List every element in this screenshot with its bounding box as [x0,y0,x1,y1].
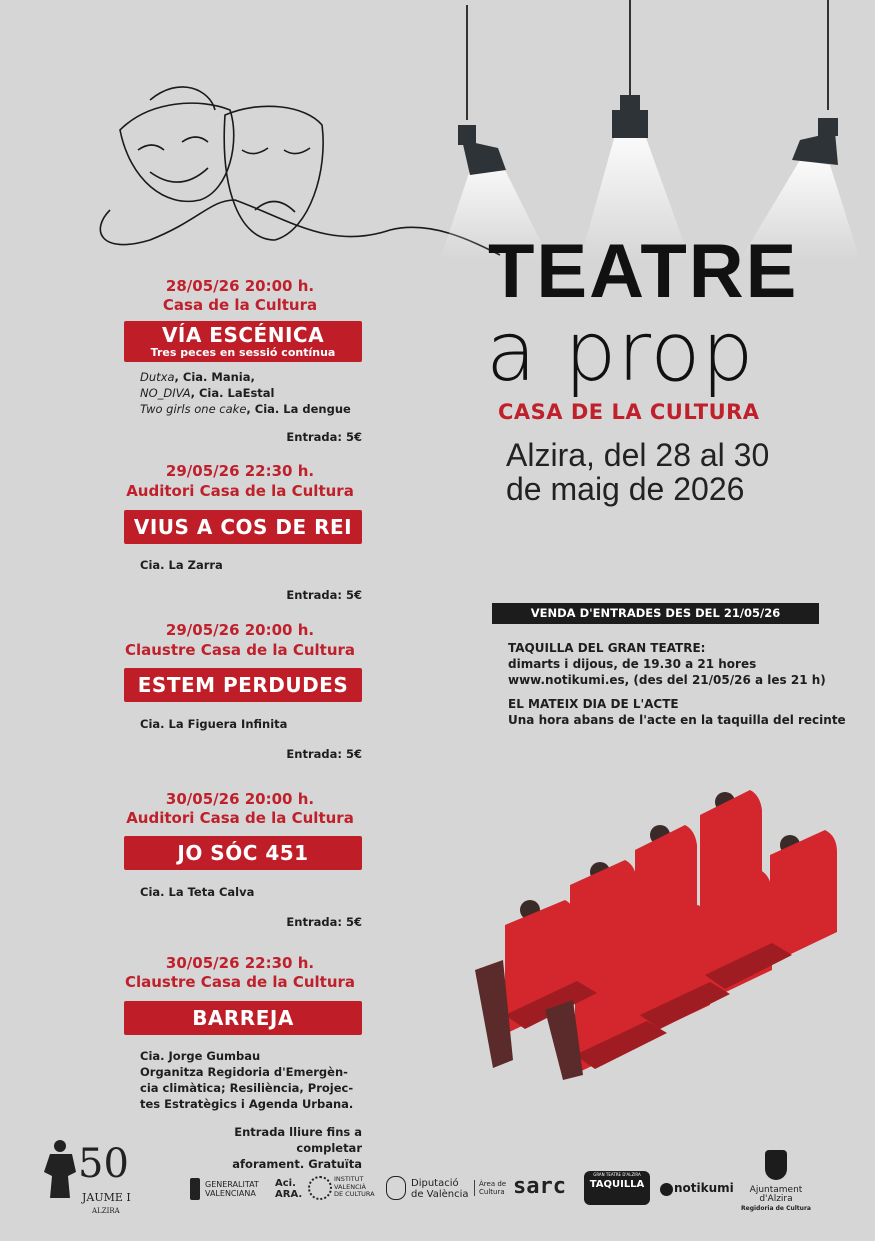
main-dates [506,438,826,506]
event-4-company: Cia. La Teta Calva [140,885,255,899]
event-2-company: Cia. La Zarra [140,558,223,572]
aci-line-2: ARA. [275,1189,303,1200]
event-4-title: JO SÓC 451 [177,841,309,865]
notikumi-logo-text: notikumi [674,1181,734,1195]
area-cultura-text [474,1180,506,1196]
taquilla-logo [584,1171,650,1205]
gva-line-2: VALENCIANA [205,1189,256,1198]
box-office-hours: dimarts i dijous, de 19.30 a 21 hores [508,657,757,671]
event-2-title-bar [124,510,362,544]
same-day-text: Una hora abans de l'acte en la taquilla del recinte [508,713,846,727]
piece-row [140,401,370,417]
theatre-seats-illustration [470,780,850,1080]
event-4-price: Entrada: 5€ [286,915,362,929]
event-5-title-bar [124,1001,362,1035]
event-5-date: 30/05/26 22:30 h. [165,954,315,972]
event-1-title-bar [124,321,362,362]
gva-logo-icon [190,1178,200,1200]
event-2-date: 29/05/26 22:30 h. [165,462,315,480]
ajuntament-logo-text [736,1186,816,1213]
event-1-pieces [140,369,370,417]
box-office-title: TAQUILLA DEL GRAN TEATRE: [508,641,706,655]
piece-row [140,369,370,385]
main-venue: CASA DE LA CULTURA [498,400,760,424]
event-4-venue: Auditori Casa de la Cultura [126,809,354,827]
piece-company: , Cia. LaEstal [190,386,275,400]
event-2-venue: Auditori Casa de la Cultura [126,482,354,500]
area-line-1: Àrea de [479,1180,507,1188]
dates-line-1: Alzira, del 28 al 30 [506,437,770,473]
piece-title: Two girls one cake [140,402,247,416]
ivc-line-2: VALENCIÀ [334,1182,366,1191]
detail-line: Organitza Regidoria d'Emergèn- [140,1065,348,1079]
event-1-date: 28/05/26 20:00 h. [165,277,315,295]
jaume-name: JAUME I [82,1191,131,1204]
taquilla-top-text: GRAN TEATRE D'ALZIRA [593,1172,641,1177]
dates-line-2: de maig de 2026 [506,471,745,507]
notikumi-logo-icon [660,1183,673,1196]
piece-company: , Cia. La dengue [246,402,351,416]
event-3-venue: Claustre Casa de la Cultura [124,641,356,659]
event-3-title: ESTEM PERDUDES [137,673,349,697]
event-1-venue: Casa de la Cultura [162,296,318,314]
event-3-price: Entrada: 5€ [286,747,362,761]
spotlights-illustration [440,0,875,260]
gva-logo-text [205,1180,259,1198]
detail-line: cia climàtica; Resiliència, Projec- [140,1081,354,1095]
regidoria-name: Regidoria de Cultura [741,1205,811,1212]
dv-line-2: de València [411,1189,469,1200]
event-5-details [140,1048,370,1112]
jaume-50-number: 50 [78,1141,129,1187]
event-1-title: VÍA ESCÉNICA [161,323,325,347]
title-teatre: TEATRE [488,229,799,314]
ivc-line-1: INSTITUT [334,1175,364,1183]
ajuntament-name: Ajuntament d'Alzira [749,1185,803,1204]
jaume-city: ALZIRA [92,1207,120,1215]
event-3-date: 29/05/26 20:00 h. [165,621,315,639]
piece-row [140,385,370,401]
event-4-title-bar [124,836,362,870]
ajuntament-shield-icon [765,1150,787,1180]
box-office-info [508,640,848,688]
event-5-venue: Claustre Casa de la Cultura [124,973,356,991]
event-3-company: Cia. La Figuera Infinita [140,717,288,731]
sarc-logo: sarc [513,1174,566,1199]
ivc-logo-text [334,1176,375,1199]
price-line: Entrada lliure fins a completar [234,1125,362,1155]
taquilla-text: TAQUILLA [589,1179,645,1190]
price-line: aforament. Gratuïta [232,1157,362,1171]
title-a-prop: a prop [486,305,755,400]
ivc-line-3: DE CULTURA [334,1190,375,1198]
piece-company: , Cia. Mania, [174,370,255,384]
event-5-title: BARREJA [192,1006,294,1030]
event-3-title-bar [124,668,362,702]
event-5-price [200,1124,362,1172]
gva-line-1: GENERALITAT [205,1180,259,1189]
detail-line: Cia. Jorge Gumbau [140,1049,261,1063]
online-sales: www.notikumi.es, (des del 21/05/26 a les 21 h) [508,673,826,687]
event-4-date: 30/05/26 20:00 h. [165,790,315,808]
detail-line: tes Estratègics i Agenda Urbana. [140,1097,354,1111]
dv-logo-text [411,1178,469,1200]
event-1-subtitle: Tres peces en sessió contínua [150,346,336,359]
aci-ara-logo [275,1178,302,1200]
piece-title: NO_DIVA [140,386,191,400]
same-day-info [508,696,848,728]
ivc-circle-icon [308,1176,332,1200]
event-2-price: Entrada: 5€ [286,588,362,602]
jaume-i-figure-icon [40,1138,82,1200]
piece-title: Dutxa [140,370,175,384]
event-1-price: Entrada: 5€ [286,430,362,444]
dv-logo-icon [386,1176,406,1200]
area-line-2: Cultura [479,1188,505,1196]
aci-line-1: Aci. [275,1178,296,1189]
ticket-sales-banner: VENDA D'ENTRADES DES DEL 21/05/26 [492,603,819,624]
same-day-title: EL MATEIX DIA DE L'ACTE [508,697,679,711]
dv-line-1: Diputació [411,1178,459,1189]
event-2-title: VIUS A COS DE REI [133,515,353,539]
